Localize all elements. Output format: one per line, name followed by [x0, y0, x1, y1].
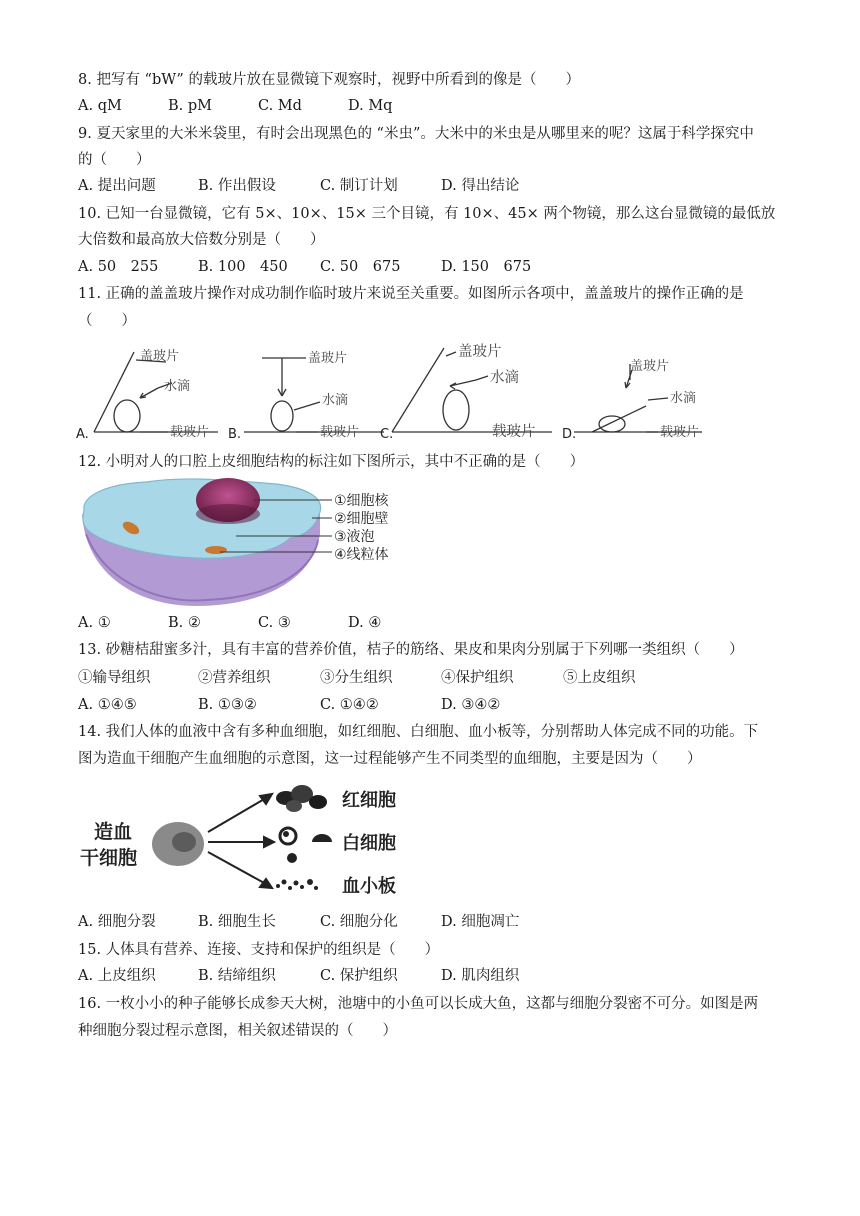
q12-option-a: A. ①	[78, 615, 111, 631]
q11-coverslip-figure	[74, 338, 724, 444]
q12-label-nucleus: ①细胞核	[334, 493, 389, 509]
q13-tissue-4: ④保护组织	[441, 670, 514, 686]
q15-option-b: B. 结缔组织	[198, 968, 276, 984]
q12-label-mitochondria: ④线粒体	[334, 547, 389, 563]
q9-option-c: C. 制订计划	[320, 178, 398, 194]
q8-option-b: B. pM	[168, 98, 213, 114]
q9-option-d: D. 得出结论	[441, 178, 520, 194]
q11-label-water-d: 水滴	[670, 391, 697, 406]
q9-stem-line-2: 的（ ）	[78, 152, 151, 168]
q11-stem-line-1: 11. 正确的盖盖玻片操作对成功制作临时玻片来说至关重要。如图所示各项中，盖盖玻片的操作正确的是	[78, 286, 744, 302]
q11-label-cover-a: 盖玻片	[140, 349, 180, 364]
q11-label-slide-b: 载玻片	[320, 425, 360, 440]
q14-blood-cell-figure	[80, 776, 420, 906]
q11-panel-letter-a: A.	[76, 427, 89, 442]
q11-label-cover-c: 盖玻片	[458, 344, 502, 360]
q10-option-b: B. 100 450	[198, 259, 288, 275]
q14-option-a: A. 细胞分裂	[78, 914, 156, 930]
q13-option-a: A. ①④⑤	[78, 697, 137, 713]
q11-panel-letter-b: B.	[228, 427, 242, 442]
q12-label-cell-wall: ②细胞壁	[334, 511, 389, 527]
q13-tissue-5: ⑤上皮组织	[563, 670, 636, 686]
q8-stem: 8. 把写有 “bW” 的载玻片放在显微镜下观察时，视野中所看到的像是（ ）	[78, 72, 580, 88]
q12-stem: 12. 小明对人的口腔上皮细胞结构的标注如下图所示，其中不正确的是（ ）	[78, 454, 585, 470]
q15-option-c: C. 保护组织	[320, 968, 398, 984]
q11-panel-letter-d: D.	[562, 427, 577, 442]
q11-label-slide-c: 载玻片	[492, 424, 536, 440]
q15-option-a: A. 上皮组织	[78, 968, 156, 984]
q13-stem: 13. 砂糖桔甜蜜多汁，具有丰富的营养价值，桔子的筋络、果皮和果肉分别属于下列哪一类组织（ ）	[78, 642, 744, 658]
q14-stem-line-1: 14. 我们人体的血液中含有多种血细胞，如红细胞、白细胞、血小板等，分别帮助人体完成不同的功能。下	[78, 724, 759, 740]
q8-option-d: D. Mq	[348, 98, 393, 114]
q9-option-b: B. 作出假设	[198, 178, 276, 194]
q11-label-slide-a: 载玻片	[170, 425, 210, 440]
q10-option-c: C. 50 675	[320, 259, 401, 275]
q8-option-c: C. Md	[258, 98, 302, 114]
q12-option-c: C. ③	[258, 615, 291, 631]
q15-option-d: D. 肌肉组织	[441, 968, 520, 984]
q11-label-cover-b: 盖玻片	[308, 351, 348, 366]
q16-stem-line-1: 16. 一枚小小的种子能够长成参天大树，池塘中的小鱼可以长成大鱼，这都与细胞分裂密不可分。如图是两	[78, 996, 759, 1012]
q11-panel-letter-c: C.	[380, 427, 394, 442]
red-blood-cells-icon	[276, 785, 327, 812]
q14-option-b: B. 细胞生长	[198, 914, 276, 930]
q14-source-line-2: 干细胞	[80, 847, 138, 869]
q14-source-line-1: 造血	[94, 821, 133, 843]
q9-option-a: A. 提出问题	[78, 178, 156, 194]
q14-option-c: C. 细胞分化	[320, 914, 398, 930]
q13-option-c: C. ①④②	[320, 697, 379, 713]
platelets-icon	[276, 879, 318, 890]
q13-option-b: B. ①③②	[198, 697, 257, 713]
q14-product-white: 白细胞	[342, 833, 396, 854]
q16-stem-line-2: 种细胞分裂过程示意图，相关叙述错误的（ ）	[78, 1023, 397, 1039]
q14-product-red: 红细胞	[342, 790, 396, 811]
q10-stem-line-1: 10. 已知一台显微镜，它有 5×、10×、15× 三个目镜，有 10×、45× 两个物镜，那么这台显微镜的最低放	[78, 206, 776, 222]
q11-stem-line-2: （ ）	[78, 313, 136, 329]
mitochondrion	[205, 546, 227, 554]
q9-stem-line-1: 9. 夏天家里的大米米袋里，有时会出现黑色的 “米虫”。大米中的米虫是从哪里来的呢？这属于科学探究中	[78, 126, 754, 142]
q10-option-d: D. 150 675	[441, 259, 532, 275]
white-blood-cells-icon	[280, 828, 332, 863]
q13-tissue-2: ②营养组织	[198, 670, 271, 686]
q13-tissue-1: ①输导组织	[78, 670, 151, 686]
q13-tissue-3: ③分生组织	[320, 670, 393, 686]
q15-stem: 15. 人体具有营养、连接、支持和保护的组织是（ ）	[78, 942, 440, 958]
q10-stem-line-2: 大倍数和最高放大倍数分别是（ ）	[78, 232, 325, 248]
q12-label-vacuole: ③液泡	[334, 529, 375, 545]
q8-option-a: A. qM	[78, 98, 122, 114]
q11-label-cover-d: 盖玻片	[630, 359, 670, 374]
q11-label-water-a: 水滴	[164, 379, 191, 394]
q11-label-water-c: 水滴	[490, 370, 519, 386]
q14-product-platelet: 血小板	[342, 876, 396, 897]
q11-label-slide-d: 载玻片	[660, 425, 700, 440]
q13-option-d: D. ③④②	[441, 697, 501, 713]
q11-label-water-b: 水滴	[322, 393, 349, 408]
q12-cell-figure	[76, 474, 416, 610]
q12-option-b: B. ②	[168, 615, 201, 631]
q14-stem-line-2: 图为造血干细胞产生血细胞的示意图，这一过程能够产生不同类型的血细胞，主要是因为（ ）	[78, 751, 702, 767]
q14-option-d: D. 细胞凋亡	[441, 914, 520, 930]
q10-option-a: A. 50 255	[78, 259, 159, 275]
q12-option-d: D. ④	[348, 615, 382, 631]
